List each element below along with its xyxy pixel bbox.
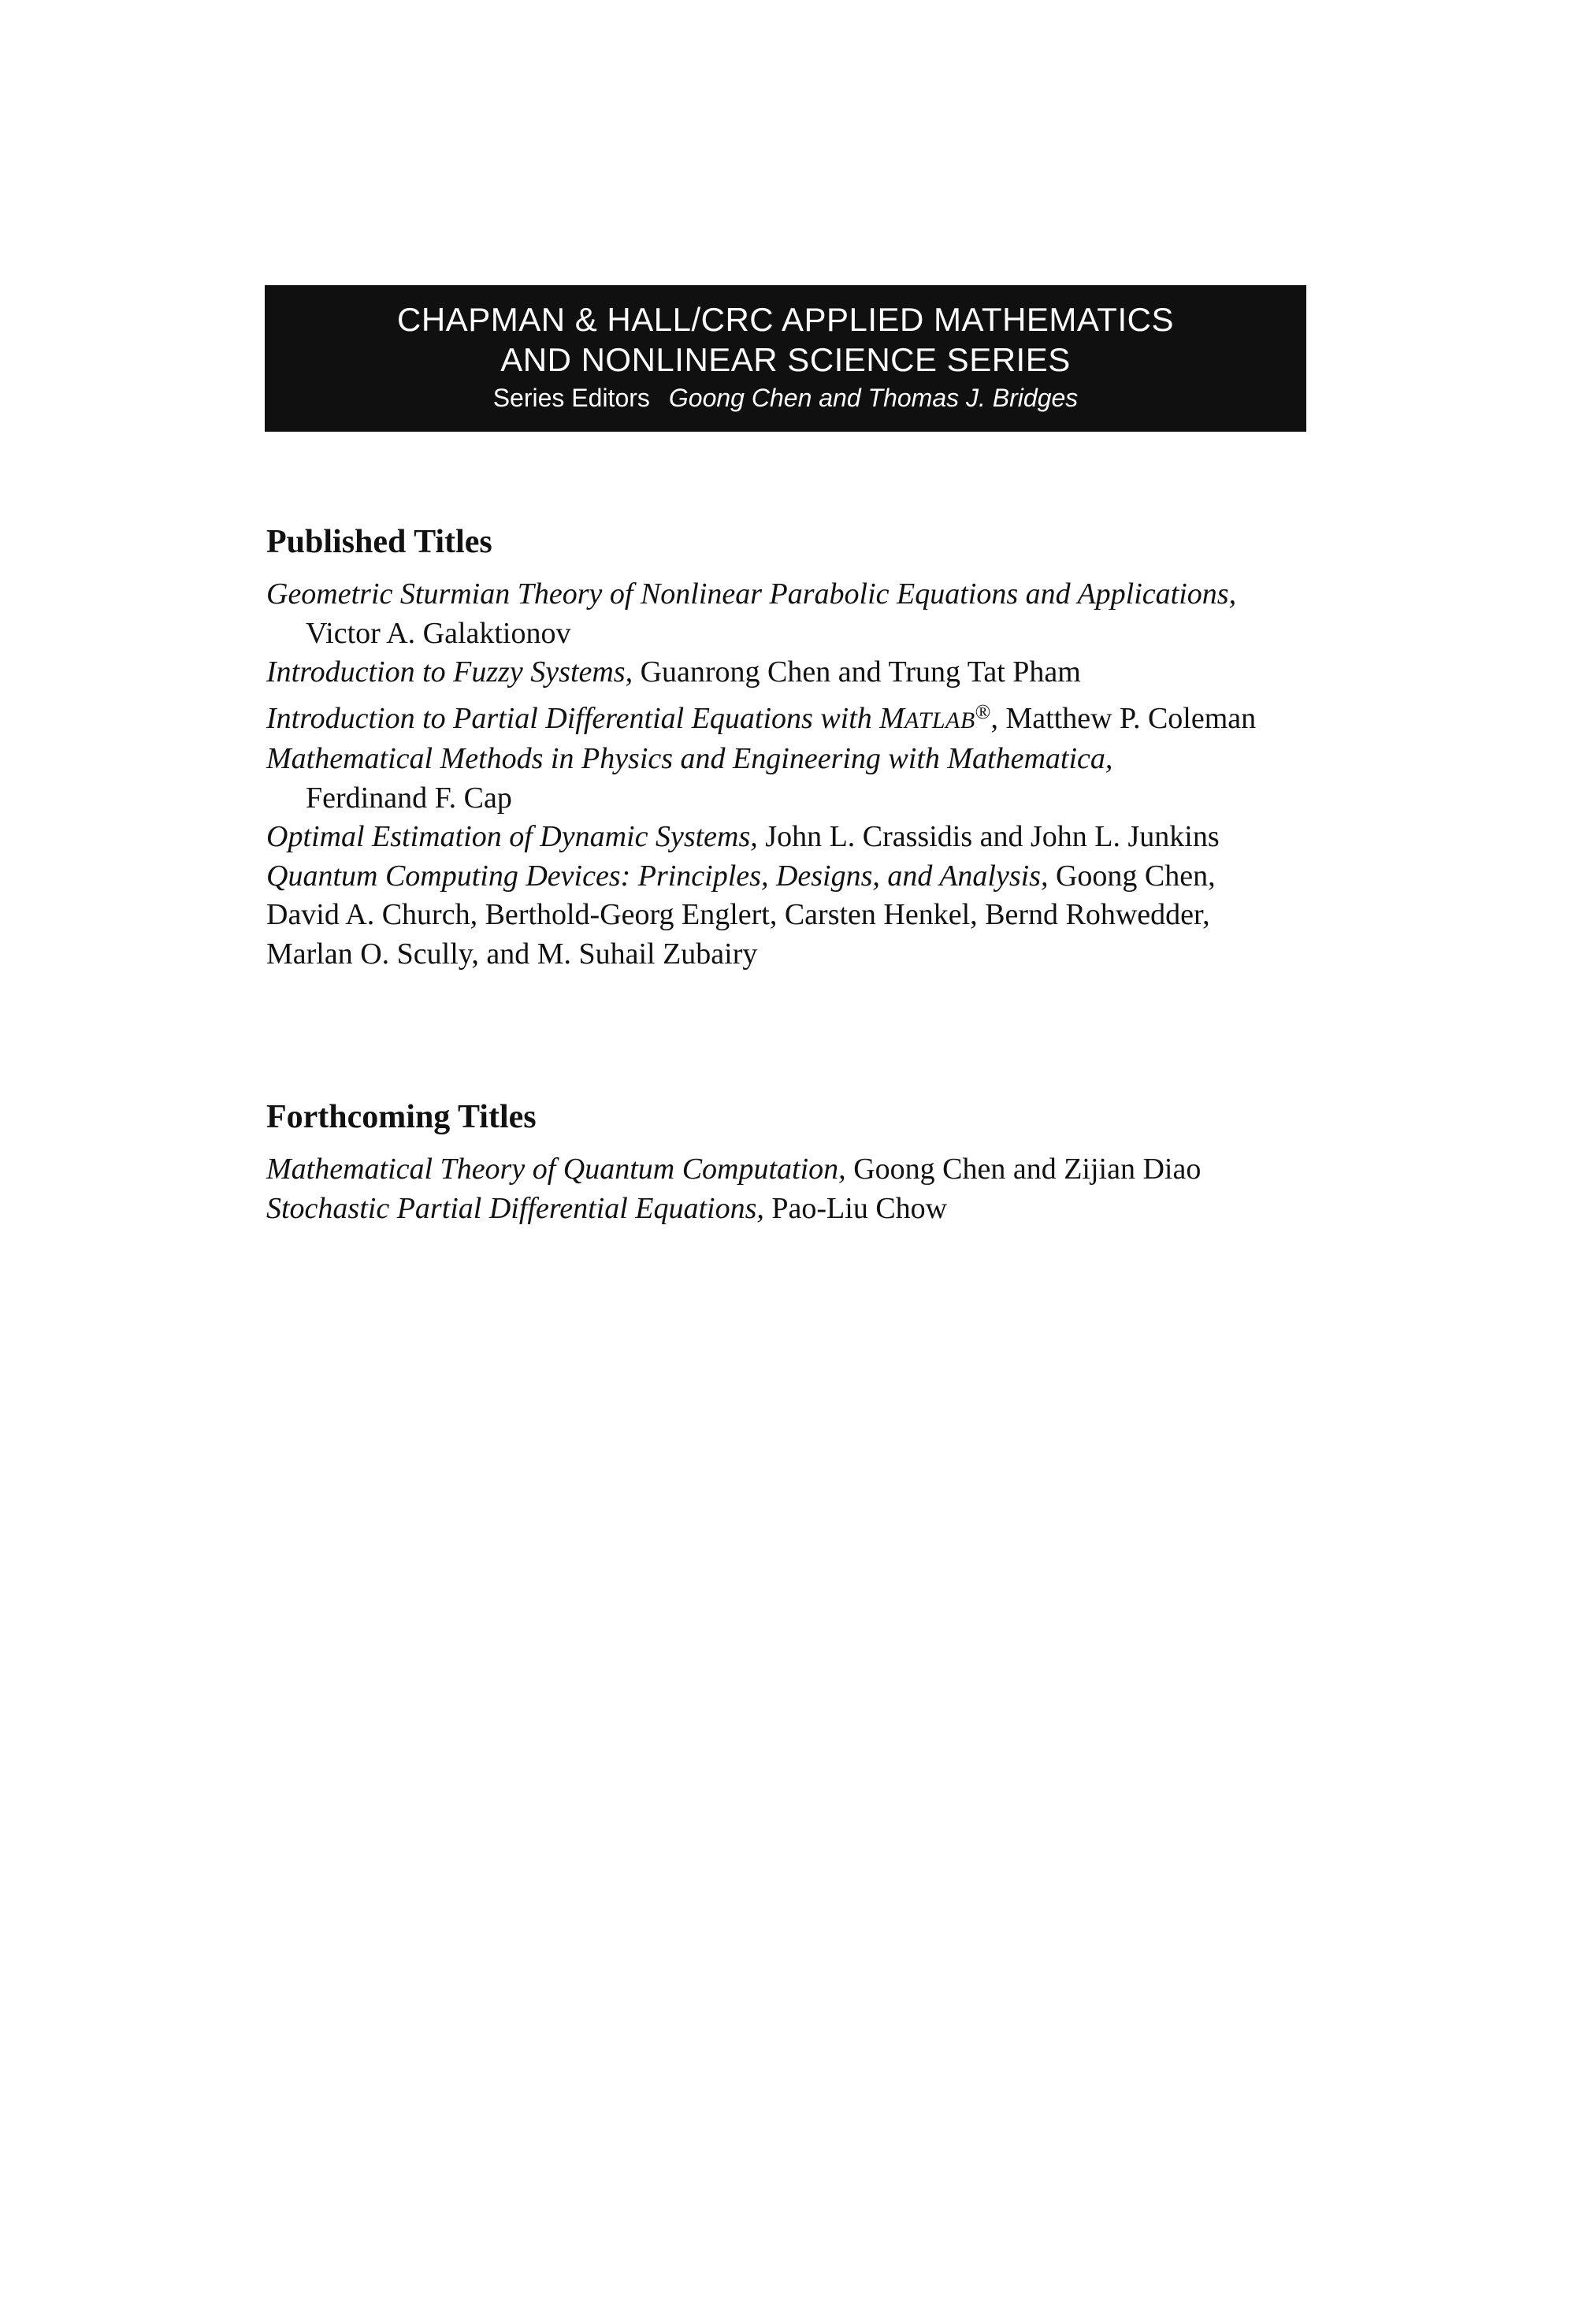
book-author: Goong Chen, <box>1055 859 1216 893</box>
title-entry-author <box>266 896 1322 935</box>
title-entry-author <box>266 779 1322 819</box>
title-entry <box>266 1190 1322 1229</box>
book-author: Victor A. Galaktionov <box>306 616 571 650</box>
published-titles-heading: Published Titles <box>266 524 492 560</box>
book-title: Optimal Estimation of Dynamic Systems, <box>266 820 758 853</box>
book-title <box>266 702 990 735</box>
series-editors <box>265 380 1306 416</box>
title-entry <box>266 575 1322 614</box>
title-entry <box>266 818 1322 857</box>
book-author: Ferdinand F. Cap <box>306 781 512 815</box>
book-title: Introduction to Fuzzy Systems, <box>266 655 633 689</box>
title-entry <box>266 857 1322 897</box>
book-title-smallcaps: ATLAB <box>904 707 975 733</box>
book-author: , Matthew P. Coleman <box>990 701 1257 735</box>
title-entry <box>266 1150 1322 1190</box>
registered-mark: ® <box>975 700 991 723</box>
title-entry-author <box>266 935 1322 975</box>
book-author: Marlan O. Scully, and M. Suhail Zubairy <box>266 937 758 971</box>
title-entry-author <box>266 614 1322 654</box>
book-title: Stochastic Partial Differential Equations, <box>266 1191 764 1225</box>
book-author: Pao-Liu Chow <box>771 1191 948 1225</box>
book-author: Goong Chen and Zijian Diao <box>853 1153 1202 1186</box>
series-title-line-1: CHAPMAN & HALL/CRC APPLIED MATHEMATICS <box>397 301 1174 338</box>
book-author: Guanrong Chen and Trung Tat Pham <box>640 655 1081 689</box>
book-author: John L. Crassidis and John L. Junkins <box>765 820 1220 853</box>
series-banner <box>265 285 1306 432</box>
book-title: Quantum Computing Devices: Principles, Designs, and Analysis, <box>266 859 1049 893</box>
forthcoming-titles-heading: Forthcoming Titles <box>266 1099 537 1135</box>
series-editors-names: Goong Chen and Thomas J. Bridges <box>668 384 1079 412</box>
book-title: Mathematical Methods in Physics and Engineering with Mathematica, <box>266 742 1113 775</box>
book-title: Geometric Sturmian Theory of Nonlinear Parabolic Equations and Applications, <box>266 577 1237 611</box>
series-title-line-2: AND NONLINEAR SCIENCE SERIES <box>500 341 1071 378</box>
series-editors-label: Series Editors <box>492 384 650 412</box>
title-entry <box>266 653 1322 692</box>
title-entry <box>266 740 1322 779</box>
book-author: David A. Church, Berthold-Georg Englert, Carsten Henkel, Bernd Rohwedder, <box>266 898 1210 931</box>
published-titles-section <box>266 520 1322 974</box>
book-title-text: Introduction to Partial Differential Equations with M <box>266 701 904 735</box>
title-entry <box>266 692 1322 741</box>
book-title: Mathematical Theory of Quantum Computation, <box>266 1153 846 1186</box>
forthcoming-titles-section <box>266 1095 1322 1228</box>
